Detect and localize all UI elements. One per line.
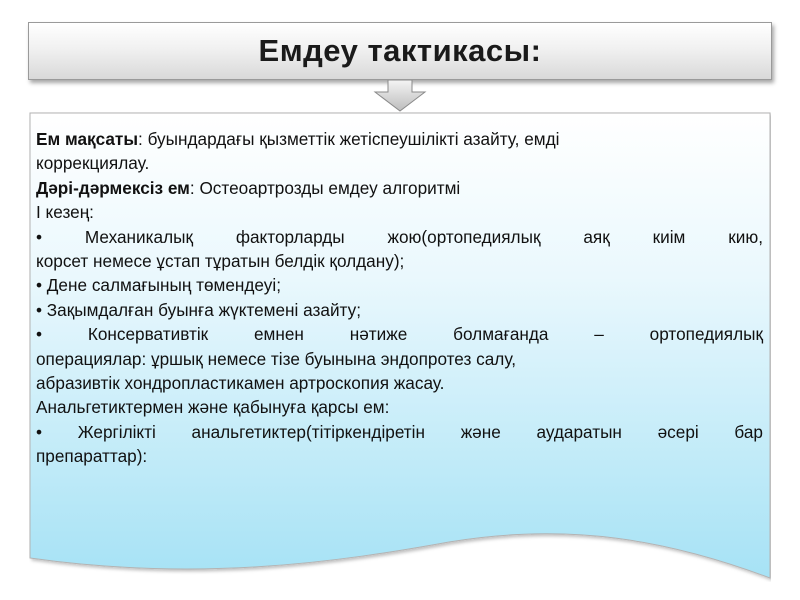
word: жою(ортопедиялық [387, 226, 541, 247]
word: әсері [657, 421, 699, 442]
non-drug-label: Дәрі-дәрмексіз ем [36, 177, 190, 198]
analgesic-heading: Анальгетиктермен және қабынуға қарсы ем: [36, 397, 390, 418]
word: ортопедиялық [649, 324, 763, 345]
word: нәтиже [349, 324, 408, 345]
word: киім [652, 226, 686, 247]
word: • [36, 324, 43, 345]
word: аяқ [583, 226, 610, 247]
content-text [36, 127, 763, 469]
bullet-mechanical-cont: корсет немесе ұстап тұратын белдік қолдану); [36, 251, 405, 272]
title-banner [28, 22, 772, 80]
word: Консервативтік [87, 324, 209, 345]
goal-line [36, 127, 763, 151]
word: болмағанда [453, 324, 549, 345]
bullet-weight: • Дене салмағының төмендеуі; [36, 275, 281, 296]
word: және [460, 421, 501, 442]
word: аударатын [536, 421, 622, 442]
bullet-local-analgesics-cont: препараттар): [36, 446, 148, 467]
non-drug-text: : Остеоартрозды емдеу алгоритмі [189, 177, 461, 198]
content-box [29, 112, 771, 582]
word: кию, [728, 226, 763, 247]
goal-label: Ем мақсаты [36, 129, 139, 149]
non-drug-line [36, 176, 763, 200]
bullet-load: • Зақымдалған буынға жүктемені азайту; [36, 299, 361, 320]
bullet-conservative-cont1: операциялар: ұршық немесе тізе буынына эндопротез салу, [36, 348, 516, 369]
bullet-conservative-cont2: абразивтік хондропластикамен артроскопия жасау. [36, 373, 445, 394]
bullet-mechanical [36, 225, 763, 249]
word: • [36, 226, 43, 247]
word: – [594, 324, 604, 345]
goal-line-cont: коррекциялау. [36, 153, 150, 174]
page-title: Емдеу тактикасы: [258, 33, 542, 68]
word: Жергілікті [77, 421, 156, 442]
word: емнен [254, 324, 304, 345]
word: анальгетиктер(тітіркендіретін [191, 421, 425, 442]
bullet-local-analgesics [36, 420, 763, 444]
word: факторларды [235, 226, 345, 247]
bullet-conservative [36, 322, 763, 346]
word: • [36, 421, 43, 442]
word: бар [734, 421, 763, 442]
goal-text: : буындардағы қызметтік жетіспеушілікті азайту, емді [138, 129, 560, 149]
word: Механикалық [84, 226, 193, 247]
stage-line: І кезең: [36, 202, 94, 223]
down-arrow-icon [370, 80, 430, 112]
